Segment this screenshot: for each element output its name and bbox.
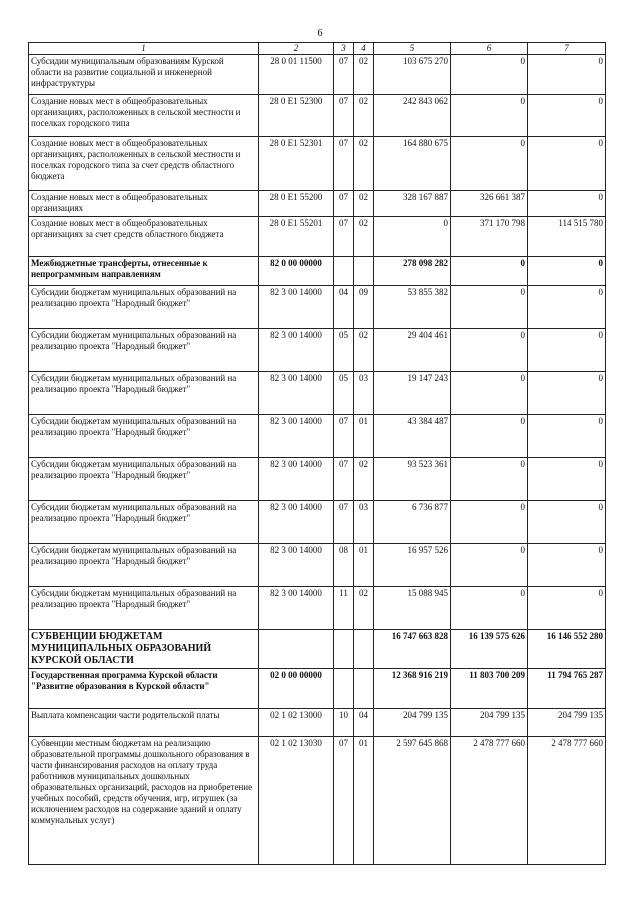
amount-year1-cell: 0 (374, 217, 451, 257)
amount-year1-cell: 53 855 382 (374, 286, 451, 329)
target-article-code-cell: 02 0 00 00000 (259, 669, 334, 709)
amount-year1-cell: 29 404 461 (374, 329, 451, 372)
target-article-code-cell: 28 0 E1 55200 (259, 191, 334, 217)
section-code-cell: 07 (334, 458, 354, 501)
target-article-code-cell: 02 1 02 13030 (259, 737, 334, 865)
column-number: 4 (354, 43, 374, 55)
subsection-code-cell: 04 (354, 709, 374, 737)
column-number: 3 (334, 43, 354, 55)
amount-year3-cell: 0 (528, 95, 606, 137)
amount-year1-cell: 103 675 270 (374, 55, 451, 95)
table-row (29, 458, 606, 501)
target-article-code-cell: 02 1 02 13000 (259, 709, 334, 737)
amount-year2-cell: 0 (451, 544, 528, 587)
section-code-cell: 07 (334, 191, 354, 217)
amount-year2-cell: 0 (451, 137, 528, 191)
column-number: 1 (29, 43, 259, 55)
table-row (29, 372, 606, 415)
amount-year2-cell: 371 170 798 (451, 217, 528, 257)
amount-year1-cell: 6 736 877 (374, 501, 451, 544)
amount-year3-cell: 204 799 135 (528, 709, 606, 737)
budget-table (28, 42, 606, 865)
amount-year2-cell: 0 (451, 458, 528, 501)
amount-year3-cell: 0 (528, 372, 606, 415)
column-number: 6 (451, 43, 528, 55)
section-code-cell (334, 669, 354, 709)
table-row (29, 55, 606, 95)
row-name-cell: Субсидии бюджетам муниципальных образований на реализацию проекта "Народный бюджет" (29, 458, 259, 501)
amount-year2-cell: 0 (451, 95, 528, 137)
subsection-code-cell (354, 257, 374, 286)
row-name-cell: Межбюджетные трансферты, отнесенные к непрограммным направлениям (29, 257, 259, 286)
section-code-cell: 07 (334, 415, 354, 458)
amount-year3-cell: 0 (528, 587, 606, 630)
amount-year1-cell: 16 957 526 (374, 544, 451, 587)
row-name-cell: Субсидии бюджетам муниципальных образований на реализацию проекта "Народный бюджет" (29, 286, 259, 329)
row-name-cell: Субсидии бюджетам муниципальных образований на реализацию проекта "Народный бюджет" (29, 501, 259, 544)
row-name-cell: Субсидии бюджетам муниципальных образований на реализацию проекта "Народный бюджет" (29, 415, 259, 458)
amount-year2-cell: 0 (451, 55, 528, 95)
column-number: 7 (528, 43, 606, 55)
subsection-code-cell: 02 (354, 137, 374, 191)
subsection-code-cell: 02 (354, 587, 374, 630)
amount-year1-cell: 2 597 645 868 (374, 737, 451, 865)
subsection-code-cell: 01 (354, 415, 374, 458)
page-number: 6 (317, 28, 323, 39)
section-code-cell: 11 (334, 587, 354, 630)
subsection-code-cell (354, 669, 374, 709)
table-row (29, 501, 606, 544)
section-code-cell: 07 (334, 95, 354, 137)
amount-year3-cell: 0 (528, 257, 606, 286)
section-code-cell: 10 (334, 709, 354, 737)
subsection-code-cell: 02 (354, 329, 374, 372)
target-article-code-cell: 28 0 E1 52300 (259, 95, 334, 137)
amount-year1-cell: 15 088 945 (374, 587, 451, 630)
amount-year3-cell: 0 (528, 415, 606, 458)
section-code-cell: 05 (334, 329, 354, 372)
target-article-code-cell: 82 3 00 14000 (259, 372, 334, 415)
table-row (29, 709, 606, 737)
target-article-code-cell: 82 3 00 14000 (259, 587, 334, 630)
row-name-cell: Субсидии бюджетам муниципальных образований на реализацию проекта "Народный бюджет" (29, 544, 259, 587)
amount-year1-cell: 328 167 887 (374, 191, 451, 217)
section-code-cell: 04 (334, 286, 354, 329)
row-name-cell: Субсидии бюджетам муниципальных образований на реализацию проекта "Народный бюджет" (29, 329, 259, 372)
row-name-cell: СУБВЕНЦИИ БЮДЖЕТАМ МУНИЦИПАЛЬНЫХ ОБРАЗОВАНИЙ КУРСКОЙ ОБЛАСТИ (29, 630, 259, 669)
subsection-code-cell: 03 (354, 501, 374, 544)
target-article-code-cell (259, 630, 334, 669)
target-article-code-cell: 82 3 00 14000 (259, 501, 334, 544)
section-code-cell: 07 (334, 737, 354, 865)
row-name-cell: Создание новых мест в общеобразовательных организациях (29, 191, 259, 217)
amount-year1-cell: 204 799 135 (374, 709, 451, 737)
table-row (29, 217, 606, 257)
row-name-cell: Создание новых мест в общеобразовательных организациях, расположенных в сельской местности и поселках городского типа за счет средств областного бюджета (29, 137, 259, 191)
row-name-cell: Субсидии муниципальным образованиям Курской области на развитие социальной и инженерной инфраструктуры (29, 55, 259, 95)
amount-year1-cell: 12 368 916 219 (374, 669, 451, 709)
amount-year3-cell: 0 (528, 55, 606, 95)
row-name-cell: Субсидии бюджетам муниципальных образований на реализацию проекта "Народный бюджет" (29, 372, 259, 415)
amount-year2-cell: 11 803 700 209 (451, 669, 528, 709)
subsection-code-cell (354, 630, 374, 669)
table-row (29, 587, 606, 630)
subsection-code-cell: 09 (354, 286, 374, 329)
amount-year2-cell: 0 (451, 501, 528, 544)
column-number-row (29, 43, 606, 55)
amount-year2-cell: 2 478 777 660 (451, 737, 528, 865)
section-code-cell: 07 (334, 55, 354, 95)
target-article-code-cell: 28 0 E1 55201 (259, 217, 334, 257)
amount-year2-cell: 0 (451, 329, 528, 372)
table-row (29, 737, 606, 865)
subsection-code-cell: 01 (354, 544, 374, 587)
amount-year3-cell: 0 (528, 329, 606, 372)
amount-year2-cell: 0 (451, 587, 528, 630)
table-row (29, 544, 606, 587)
row-name-cell: Субвенции местным бюджетам на реализацию образовательной программы дошкольного образования в части финансирования расходов на оплату труда работников муниципальных дошкольных образовательных организаций, расходов на приобретение учебных пособий, средств обучения, игр, игрушек (за исключением расходов на содержание зданий и оплату коммунальных услуг) (29, 737, 259, 865)
section-code-cell: 05 (334, 372, 354, 415)
amount-year3-cell: 0 (528, 501, 606, 544)
table-row (29, 669, 606, 709)
amount-year3-cell: 16 146 552 280 (528, 630, 606, 669)
amount-year2-cell: 0 (451, 372, 528, 415)
target-article-code-cell: 82 0 00 00000 (259, 257, 334, 286)
table-row (29, 191, 606, 217)
row-name-cell: Выплата компенсации части родительской платы (29, 709, 259, 737)
amount-year2-cell: 0 (451, 415, 528, 458)
target-article-code-cell: 82 3 00 14000 (259, 286, 334, 329)
amount-year1-cell: 19 147 243 (374, 372, 451, 415)
amount-year3-cell: 0 (528, 286, 606, 329)
section-code-cell (334, 257, 354, 286)
subsection-code-cell: 02 (354, 217, 374, 257)
table-row (29, 329, 606, 372)
target-article-code-cell: 28 0 01 11500 (259, 55, 334, 95)
table-row (29, 415, 606, 458)
amount-year3-cell: 11 794 765 287 (528, 669, 606, 709)
subsection-code-cell: 01 (354, 737, 374, 865)
amount-year3-cell: 114 515 780 (528, 217, 606, 257)
amount-year1-cell: 278 098 282 (374, 257, 451, 286)
target-article-code-cell: 82 3 00 14000 (259, 329, 334, 372)
amount-year1-cell: 16 747 663 828 (374, 630, 451, 669)
subsection-code-cell: 02 (354, 191, 374, 217)
amount-year1-cell: 242 843 062 (374, 95, 451, 137)
amount-year2-cell: 0 (451, 286, 528, 329)
section-code-cell (334, 630, 354, 669)
section-code-cell: 07 (334, 217, 354, 257)
subsection-code-cell: 02 (354, 95, 374, 137)
table-row (29, 630, 606, 669)
table-row (29, 95, 606, 137)
section-code-cell: 07 (334, 501, 354, 544)
target-article-code-cell: 82 3 00 14000 (259, 415, 334, 458)
row-name-cell: Создание новых мест в общеобразовательных организациях за счет средств областного бюджета (29, 217, 259, 257)
amount-year2-cell: 16 139 575 626 (451, 630, 528, 669)
row-name-cell: Государственная программа Курской области "Развитие образования в Курской области" (29, 669, 259, 709)
table-row (29, 286, 606, 329)
section-code-cell: 07 (334, 137, 354, 191)
column-number: 5 (374, 43, 451, 55)
amount-year3-cell: 0 (528, 544, 606, 587)
amount-year3-cell: 0 (528, 458, 606, 501)
amount-year2-cell: 326 661 387 (451, 191, 528, 217)
subsection-code-cell: 03 (354, 372, 374, 415)
target-article-code-cell: 82 3 00 14000 (259, 544, 334, 587)
subsection-code-cell: 02 (354, 55, 374, 95)
amount-year1-cell: 164 880 675 (374, 137, 451, 191)
target-article-code-cell: 82 3 00 14000 (259, 458, 334, 501)
column-number: 2 (259, 43, 334, 55)
row-name-cell: Создание новых мест в общеобразовательных организациях, расположенных в сельской местности и поселках городского типа (29, 95, 259, 137)
amount-year3-cell: 2 478 777 660 (528, 737, 606, 865)
amount-year3-cell: 0 (528, 137, 606, 191)
row-name-cell: Субсидии бюджетам муниципальных образований на реализацию проекта "Народный бюджет" (29, 587, 259, 630)
section-code-cell: 08 (334, 544, 354, 587)
amount-year2-cell: 204 799 135 (451, 709, 528, 737)
amount-year2-cell: 0 (451, 257, 528, 286)
table-row (29, 257, 606, 286)
amount-year1-cell: 93 523 361 (374, 458, 451, 501)
amount-year1-cell: 43 384 487 (374, 415, 451, 458)
table-row (29, 137, 606, 191)
target-article-code-cell: 28 0 E1 52301 (259, 137, 334, 191)
subsection-code-cell: 02 (354, 458, 374, 501)
amount-year3-cell: 0 (528, 191, 606, 217)
